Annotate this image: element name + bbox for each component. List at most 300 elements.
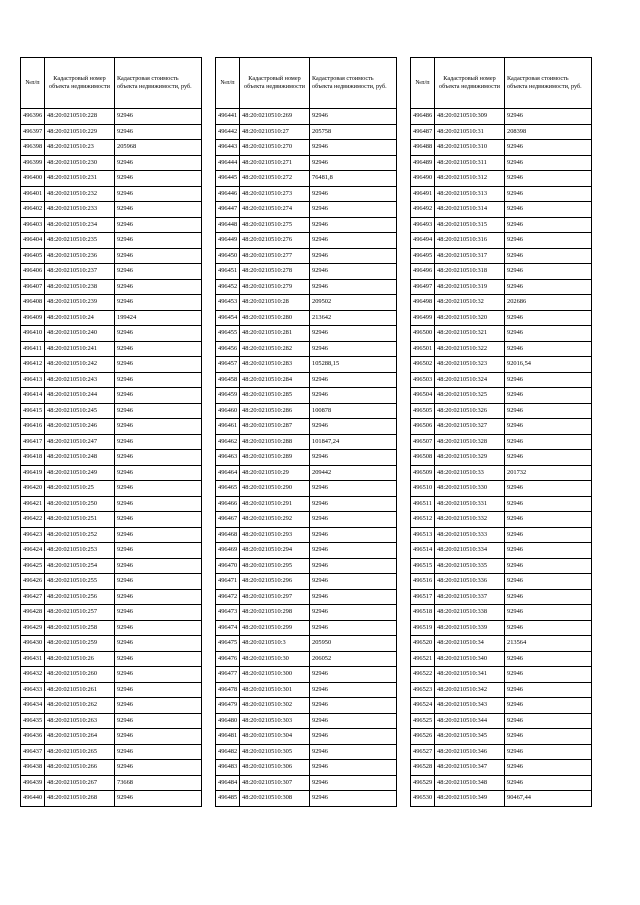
cell-num: 496428: [21, 605, 45, 621]
cell-num: 496399: [21, 155, 45, 171]
cell-cost: 205950: [310, 636, 397, 652]
cell-num: 496508: [411, 450, 435, 466]
cell-num: 496502: [411, 357, 435, 373]
cadastral-table-1: [20, 57, 202, 807]
cell-cadastral-number: 48:20:0210510:251: [45, 512, 115, 528]
table-row: [21, 729, 202, 745]
cell-cadastral-number: 48:20:0210510:294: [240, 543, 310, 559]
table-row: [216, 605, 397, 621]
cell-num: 496523: [411, 682, 435, 698]
cell-cost: 105288,15: [310, 357, 397, 373]
cell-num: 496451: [216, 264, 240, 280]
table-row: [216, 248, 397, 264]
header-cost: Кадастровая стоимость объекта недвижимости, руб.: [115, 58, 202, 109]
cell-num: 496398: [21, 140, 45, 156]
cell-num: 496396: [21, 109, 45, 125]
table-row: [216, 295, 397, 311]
cell-cost: 92016,54: [505, 357, 592, 373]
table-header: [216, 58, 397, 109]
cell-cadastral-number: 48:20:0210510:293: [240, 527, 310, 543]
cell-cadastral-number: 48:20:0210510:337: [435, 589, 505, 605]
cell-cost: 92946: [505, 310, 592, 326]
cell-cost: 92946: [310, 233, 397, 249]
cell-cost: 92946: [505, 589, 592, 605]
cell-cadastral-number: 48:20:0210510:275: [240, 217, 310, 233]
table-row: [411, 109, 592, 125]
cell-cadastral-number: 48:20:0210510:247: [45, 434, 115, 450]
cell-cadastral-number: 48:20:0210510:250: [45, 496, 115, 512]
cell-cost: 92946: [505, 512, 592, 528]
cell-num: 496420: [21, 481, 45, 497]
cell-cadastral-number: 48:20:0210510:245: [45, 403, 115, 419]
cell-cost: 92946: [310, 326, 397, 342]
table-row: [21, 419, 202, 435]
table-row: [21, 202, 202, 218]
table-row: [21, 543, 202, 559]
cell-num: 496518: [411, 605, 435, 621]
cell-cadastral-number: 48:20:0210510:233: [45, 202, 115, 218]
table-row: [411, 729, 592, 745]
table-row: [411, 419, 592, 435]
table-row: [21, 341, 202, 357]
table-row: [216, 636, 397, 652]
cell-num: 496485: [216, 791, 240, 807]
table-row: [411, 620, 592, 636]
cell-cadastral-number: 48:20:0210510:248: [45, 450, 115, 466]
cell-cadastral-number: 48:20:0210510:279: [240, 279, 310, 295]
cell-cost: 92946: [505, 729, 592, 745]
cell-cost: 92946: [505, 543, 592, 559]
cell-num: 496463: [216, 450, 240, 466]
cell-num: 496442: [216, 124, 240, 140]
table-row: [216, 341, 397, 357]
cell-cost: 92946: [310, 186, 397, 202]
cell-cadastral-number: 48:20:0210510:303: [240, 713, 310, 729]
cell-cadastral-number: 48:20:0210510:256: [45, 589, 115, 605]
cell-num: 496490: [411, 171, 435, 187]
cell-cost: 92946: [115, 403, 202, 419]
table-row: [216, 217, 397, 233]
cell-cadastral-number: 48:20:0210510:264: [45, 729, 115, 745]
cell-cadastral-number: 48:20:0210510:341: [435, 667, 505, 683]
cell-num: 496443: [216, 140, 240, 156]
table-row: [21, 140, 202, 156]
cell-cadastral-number: 48:20:0210510:320: [435, 310, 505, 326]
cell-num: 496407: [21, 279, 45, 295]
table-row: [411, 651, 592, 667]
cell-cost: 92946: [310, 279, 397, 295]
table-row: [411, 248, 592, 264]
cell-cadastral-number: 48:20:0210510:253: [45, 543, 115, 559]
cell-cadastral-number: 48:20:0210510:336: [435, 574, 505, 590]
cell-cost: 92946: [505, 248, 592, 264]
cell-cost: 92946: [505, 651, 592, 667]
cell-cadastral-number: 48:20:0210510:255: [45, 574, 115, 590]
cell-cost: 92946: [505, 713, 592, 729]
table-row: [216, 186, 397, 202]
cell-cadastral-number: 48:20:0210510:285: [240, 388, 310, 404]
cell-cadastral-number: 48:20:0210510:244: [45, 388, 115, 404]
cell-cost: 92946: [115, 729, 202, 745]
cell-cadastral-number: 48:20:0210510:257: [45, 605, 115, 621]
cell-num: 496516: [411, 574, 435, 590]
cell-num: 496417: [21, 434, 45, 450]
table-row: [411, 698, 592, 714]
cell-cadastral-number: 48:20:0210510:333: [435, 527, 505, 543]
cell-num: 496403: [21, 217, 45, 233]
cell-cadastral-number: 48:20:0210510:330: [435, 481, 505, 497]
cell-num: 496506: [411, 419, 435, 435]
cell-cadastral-number: 48:20:0210510:240: [45, 326, 115, 342]
cell-cost: 92946: [505, 760, 592, 776]
cell-cadastral-number: 48:20:0210510:276: [240, 233, 310, 249]
cell-cadastral-number: 48:20:0210510:325: [435, 388, 505, 404]
cell-cost: 92946: [505, 574, 592, 590]
cell-cadastral-number: 48:20:0210510:286: [240, 403, 310, 419]
cell-num: 496411: [21, 341, 45, 357]
cell-num: 496509: [411, 465, 435, 481]
cell-cost: 92946: [310, 140, 397, 156]
cell-cadastral-number: 48:20:0210510:332: [435, 512, 505, 528]
table-body: [411, 109, 592, 807]
cell-num: 496412: [21, 357, 45, 373]
cell-cadastral-number: 48:20:0210510:284: [240, 372, 310, 388]
cell-cadastral-number: 48:20:0210510:230: [45, 155, 115, 171]
cell-num: 496469: [216, 543, 240, 559]
cell-cadastral-number: 48:20:0210510:300: [240, 667, 310, 683]
cell-cadastral-number: 48:20:0210510:295: [240, 558, 310, 574]
cell-cost: 92946: [310, 202, 397, 218]
table-row: [216, 357, 397, 373]
cell-num: 496437: [21, 744, 45, 760]
table-row: [216, 279, 397, 295]
cell-num: 496425: [21, 558, 45, 574]
table-row: [411, 574, 592, 590]
table-row: [411, 558, 592, 574]
table-row: [21, 558, 202, 574]
table-row: [411, 403, 592, 419]
table-row: [21, 326, 202, 342]
cell-cadastral-number: 48:20:0210510:327: [435, 419, 505, 435]
cell-num: 496484: [216, 775, 240, 791]
table-header: [21, 58, 202, 109]
cell-cadastral-number: 48:20:0210510:271: [240, 155, 310, 171]
cell-cost: 208398: [505, 124, 592, 140]
cell-num: 496524: [411, 698, 435, 714]
cell-num: 496478: [216, 682, 240, 698]
table-row: [216, 419, 397, 435]
cell-num: 496510: [411, 481, 435, 497]
table-row: [411, 543, 592, 559]
cell-cost: 92946: [115, 465, 202, 481]
cell-cadastral-number: 48:20:0210510:3: [240, 636, 310, 652]
cell-cost: 92946: [115, 791, 202, 807]
cell-cadastral-number: 48:20:0210510:281: [240, 326, 310, 342]
cell-num: 496526: [411, 729, 435, 745]
table-row: [216, 155, 397, 171]
cell-cost: 92946: [310, 729, 397, 745]
table-row: [216, 403, 397, 419]
cell-cost: 205758: [310, 124, 397, 140]
cell-num: 496505: [411, 403, 435, 419]
table-row: [216, 543, 397, 559]
cell-num: 496525: [411, 713, 435, 729]
cell-cost: 92946: [115, 543, 202, 559]
cell-num: 496406: [21, 264, 45, 280]
cell-cost: 92946: [115, 667, 202, 683]
cell-cost: 90467,44: [505, 791, 592, 807]
cell-cadastral-number: 48:20:0210510:246: [45, 419, 115, 435]
cell-num: 496497: [411, 279, 435, 295]
cell-num: 496421: [21, 496, 45, 512]
cell-cost: 92946: [115, 605, 202, 621]
cell-cadastral-number: 48:20:0210510:326: [435, 403, 505, 419]
cell-cost: 92946: [505, 403, 592, 419]
cell-cadastral-number: 48:20:0210510:261: [45, 682, 115, 698]
cell-num: 496426: [21, 574, 45, 590]
table-row: [216, 310, 397, 326]
table-row: [411, 372, 592, 388]
cell-cadastral-number: 48:20:0210510:339: [435, 620, 505, 636]
table-row: [411, 233, 592, 249]
cell-num: 496517: [411, 589, 435, 605]
cell-num: 496514: [411, 543, 435, 559]
cell-cost: 92946: [115, 264, 202, 280]
cell-cost: 92946: [310, 512, 397, 528]
table-row: [411, 279, 592, 295]
table-row: [411, 713, 592, 729]
cell-cost: 92946: [505, 155, 592, 171]
table-row: [411, 202, 592, 218]
cell-cadastral-number: 48:20:0210510:313: [435, 186, 505, 202]
cell-cadastral-number: 48:20:0210510:306: [240, 760, 310, 776]
cell-num: 496404: [21, 233, 45, 249]
cell-cost: 92946: [310, 496, 397, 512]
cell-num: 496440: [21, 791, 45, 807]
cell-cadastral-number: 48:20:0210510:310: [435, 140, 505, 156]
cell-cost: 92946: [505, 341, 592, 357]
cell-num: 496498: [411, 295, 435, 311]
cell-cadastral-number: 48:20:0210510:288: [240, 434, 310, 450]
cell-cost: 202686: [505, 295, 592, 311]
cell-cost: 92946: [310, 527, 397, 543]
cell-cadastral-number: 48:20:0210510:273: [240, 186, 310, 202]
cell-cadastral-number: 48:20:0210510:316: [435, 233, 505, 249]
cell-num: 496416: [21, 419, 45, 435]
cell-cadastral-number: 48:20:0210510:309: [435, 109, 505, 125]
cell-num: 496405: [21, 248, 45, 264]
cell-num: 496503: [411, 372, 435, 388]
table-row: [21, 667, 202, 683]
cell-cost: 92946: [505, 450, 592, 466]
cell-cadastral-number: 48:20:0210510:243: [45, 372, 115, 388]
cell-cost: 92946: [505, 109, 592, 125]
table-row: [216, 744, 397, 760]
table-row: [216, 791, 397, 807]
cell-cost: 92946: [115, 620, 202, 636]
cell-cost: 92946: [505, 171, 592, 187]
cell-num: 496438: [21, 760, 45, 776]
cell-num: 496402: [21, 202, 45, 218]
cell-cost: 92946: [310, 791, 397, 807]
cell-num: 496453: [216, 295, 240, 311]
cell-cadastral-number: 48:20:0210510:29: [240, 465, 310, 481]
cell-cost: 92946: [310, 667, 397, 683]
table-row: [21, 155, 202, 171]
cell-cadastral-number: 48:20:0210510:30: [240, 651, 310, 667]
cell-cost: 92946: [505, 744, 592, 760]
cell-cadastral-number: 48:20:0210510:235: [45, 233, 115, 249]
cell-num: 496449: [216, 233, 240, 249]
table-row: [21, 713, 202, 729]
table-row: [216, 140, 397, 156]
cell-num: 496448: [216, 217, 240, 233]
cell-cost: 92946: [115, 558, 202, 574]
table-row: [216, 109, 397, 125]
cell-cost: 92946: [115, 481, 202, 497]
table-row: [21, 465, 202, 481]
table-row: [411, 527, 592, 543]
cell-num: 496434: [21, 698, 45, 714]
cell-cadastral-number: 48:20:0210510:335: [435, 558, 505, 574]
cell-cost: 92946: [115, 574, 202, 590]
cell-cadastral-number: 48:20:0210510:345: [435, 729, 505, 745]
cell-cost: 92946: [115, 744, 202, 760]
cell-cost: 205968: [115, 140, 202, 156]
table-row: [216, 558, 397, 574]
table-row: [411, 636, 592, 652]
cell-num: 496487: [411, 124, 435, 140]
cell-num: 496499: [411, 310, 435, 326]
cell-num: 496450: [216, 248, 240, 264]
cell-num: 496413: [21, 372, 45, 388]
table-row: [216, 388, 397, 404]
cell-cadastral-number: 48:20:0210510:331: [435, 496, 505, 512]
table-row: [411, 388, 592, 404]
table-header: [411, 58, 592, 109]
header-cadastral: Кадастровый номер объекта недвижимости: [435, 58, 505, 109]
cell-cadastral-number: 48:20:0210510:237: [45, 264, 115, 280]
cell-num: 496461: [216, 419, 240, 435]
table-row: [216, 326, 397, 342]
cell-cadastral-number: 48:20:0210510:317: [435, 248, 505, 264]
cell-cadastral-number: 48:20:0210510:32: [435, 295, 505, 311]
cell-cost: 92946: [310, 450, 397, 466]
cell-cost: 92946: [505, 279, 592, 295]
cell-cost: 92946: [115, 217, 202, 233]
cell-num: 496430: [21, 636, 45, 652]
table-row: [411, 124, 592, 140]
cell-cost: 92946: [505, 372, 592, 388]
cell-cadastral-number: 48:20:0210510:344: [435, 713, 505, 729]
cell-cost: 100878: [310, 403, 397, 419]
table-row: [216, 574, 397, 590]
cell-cadastral-number: 48:20:0210510:270: [240, 140, 310, 156]
cell-cost: 92946: [310, 775, 397, 791]
cell-cadastral-number: 48:20:0210510:338: [435, 605, 505, 621]
cell-cadastral-number: 48:20:0210510:343: [435, 698, 505, 714]
table-body: [216, 109, 397, 807]
cell-num: 496494: [411, 233, 435, 249]
cell-cost: 92946: [505, 202, 592, 218]
table-row: [21, 791, 202, 807]
table-row: [21, 775, 202, 791]
cell-cadastral-number: 48:20:0210510:33: [435, 465, 505, 481]
table-row: [21, 574, 202, 590]
cell-num: 496530: [411, 791, 435, 807]
cadastral-table-3: [410, 57, 592, 807]
cell-cost: 92946: [505, 620, 592, 636]
table-row: [21, 589, 202, 605]
cell-cost: 92946: [310, 744, 397, 760]
cell-cost: 92946: [115, 682, 202, 698]
cell-cadastral-number: 48:20:0210510:308: [240, 791, 310, 807]
cell-cadastral-number: 48:20:0210510:322: [435, 341, 505, 357]
cell-cadastral-number: 48:20:0210510:236: [45, 248, 115, 264]
cell-cadastral-number: 48:20:0210510:249: [45, 465, 115, 481]
cell-cadastral-number: 48:20:0210510:231: [45, 171, 115, 187]
table-row: [411, 667, 592, 683]
cell-cost: 92946: [115, 326, 202, 342]
table-row: [411, 775, 592, 791]
cell-num: 496397: [21, 124, 45, 140]
cell-cost: 101847,24: [310, 434, 397, 450]
table-row: [411, 155, 592, 171]
table-row: [21, 233, 202, 249]
header-num: №п/п: [21, 58, 45, 109]
table-row: [216, 233, 397, 249]
cell-num: 496477: [216, 667, 240, 683]
cell-num: 496439: [21, 775, 45, 791]
cell-num: 496441: [216, 109, 240, 125]
cell-cadastral-number: 48:20:0210510:272: [240, 171, 310, 187]
table-row: [21, 124, 202, 140]
cell-num: 496512: [411, 512, 435, 528]
cell-num: 496489: [411, 155, 435, 171]
table-row: [21, 620, 202, 636]
table-row: [216, 372, 397, 388]
table-row: [216, 682, 397, 698]
table-row: [411, 589, 592, 605]
cell-cost: 92946: [310, 419, 397, 435]
cell-num: 496507: [411, 434, 435, 450]
cell-cost: 92946: [505, 682, 592, 698]
table-row: [411, 171, 592, 187]
cell-cadastral-number: 48:20:0210510:259: [45, 636, 115, 652]
cell-cost: 92946: [115, 760, 202, 776]
cell-num: 496482: [216, 744, 240, 760]
table-row: [21, 217, 202, 233]
cell-cadastral-number: 48:20:0210510:324: [435, 372, 505, 388]
cell-num: 496528: [411, 760, 435, 776]
cell-num: 496464: [216, 465, 240, 481]
table-row: [411, 326, 592, 342]
cell-num: 496492: [411, 202, 435, 218]
header-cost: Кадастровая стоимость объекта недвижимости, руб.: [505, 58, 592, 109]
cell-cost: 92946: [505, 264, 592, 280]
cell-cost: 92946: [310, 109, 397, 125]
cell-cost: 92946: [310, 341, 397, 357]
cell-cadastral-number: 48:20:0210510:349: [435, 791, 505, 807]
cell-cadastral-number: 48:20:0210510:28: [240, 295, 310, 311]
cell-cadastral-number: 48:20:0210510:287: [240, 419, 310, 435]
cell-cost: 209442: [310, 465, 397, 481]
cell-cost: 92946: [505, 140, 592, 156]
cell-cadastral-number: 48:20:0210510:291: [240, 496, 310, 512]
cell-num: 496424: [21, 543, 45, 559]
cell-cost: 92946: [115, 450, 202, 466]
cell-num: 496447: [216, 202, 240, 218]
